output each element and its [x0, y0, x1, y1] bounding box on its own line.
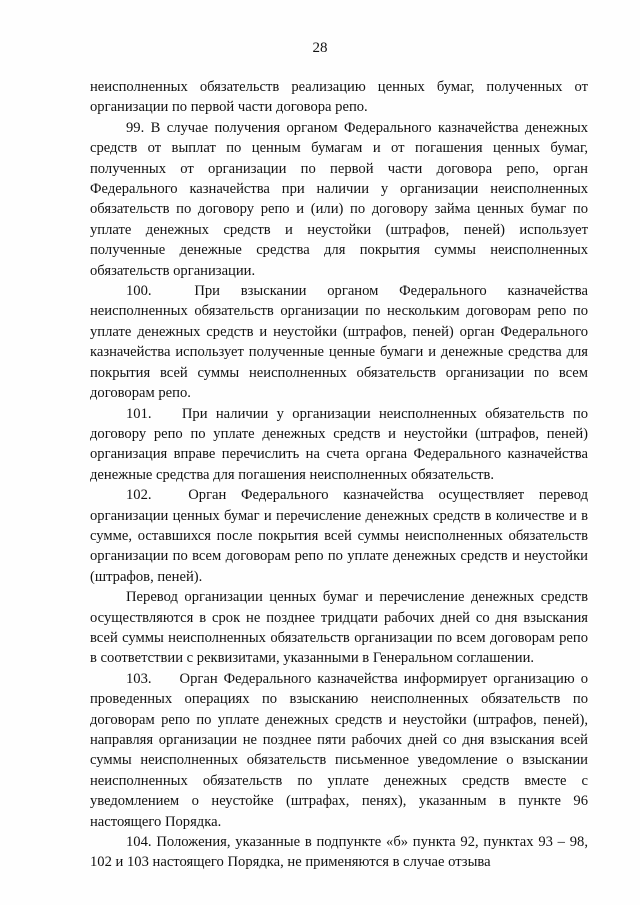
- document-body: [90, 77, 588, 873]
- paragraph-103: [90, 669, 588, 832]
- paragraph-number: 103.: [126, 670, 152, 687]
- paragraph-102-continued: [90, 587, 588, 669]
- paragraph-text: При наличии у организации неисполненных обязательств по договору репо по уплате денежных средств и неустойки (штрафов, пеней) организация вправе перечислить на счета органа Федерального казначейства денежные средства для погашения неисполненных обязательств.: [90, 405, 589, 483]
- paragraph-text: Орган Федерального казначейства информирует организацию о проведенных операциях по взысканию неисполненных обязательств по договорам репо по уплате денежных средств и неустойки (штрафов, пеней), направляя организации не позднее пяти рабочих дней со дня взыскания всей суммы неисполненных обязательств письменное уведомление о взыскании неисполненных обязательств по уплате денежных средств вместе с уведомлением о неустойке (штрафах, пенях), указанным в пункте 96 настоящего Порядка.: [90, 670, 588, 830]
- paragraph-104: [90, 832, 588, 873]
- paragraph-number: 99.: [126, 119, 145, 136]
- paragraph-text: При взыскании органом Федерального казначейства неисполненных обязательств организации по нескольким договорам репо по уплате денежных средств и неустойки (штрафов, пеней) орган Федерального казначейства использует полученные ценные бумаги и денежные средства для покрытия всей суммы неисполненных обязательств организации по всем договорам репо.: [90, 283, 588, 402]
- paragraph-number: 102.: [126, 487, 152, 504]
- page-number: 28: [312, 40, 328, 56]
- paragraph-99: [90, 118, 588, 281]
- paragraph-text: Положения, указанные в подпункте «б» пункта 92, пунктах 93 – 98, 102 и 103 настоящего Порядка, не применяются в случае отзыва: [90, 834, 588, 871]
- paragraph-continuation: [90, 77, 588, 118]
- paragraph-text: В случае получения органом Федерального казначейства денежных средств от выплат по ценным бумагам и от погашения ценных бумаг, полученных от организации по первой части договора репо, орган Федерального казначейства при наличии у организации неисполненных обязательств по договору репо и (или) по договору займа ценных бумаг по уплате денежных средств и неустойки (штрафов, пеней) использует полученные денежные средства для покрытия суммы неисполненных обязательств организации.: [90, 119, 589, 279]
- paragraph-number: 101.: [126, 405, 152, 422]
- paragraph-number: 100.: [126, 283, 152, 300]
- paragraph-100: [90, 281, 588, 403]
- paragraph-number: 104.: [126, 834, 152, 851]
- paragraph-text: Перевод организации ценных бумаг и перечисление денежных средств осуществляются в срок не позднее тридцати рабочих дней со дня взыскания всей суммы неисполненных обязательств организации по всем договорам репо в соответствии с реквизитами, указанными в Генеральном соглашении.: [90, 589, 588, 667]
- paragraph-101: [90, 404, 588, 486]
- paragraph-102: [90, 485, 588, 587]
- paragraph-text: Орган Федерального казначейства осуществляет перевод организации ценных бумаг и перечисление денежных средств в количестве и в сумме, оставшихся после покрытия всей суммы неисполненных обязательств организации по всем договорам репо по уплате денежных средств и неустойки (штрафов, пеней).: [90, 487, 588, 585]
- paragraph-text: неисполненных обязательств реализацию ценных бумаг, полученных от организации по первой части договора репо.: [90, 79, 588, 116]
